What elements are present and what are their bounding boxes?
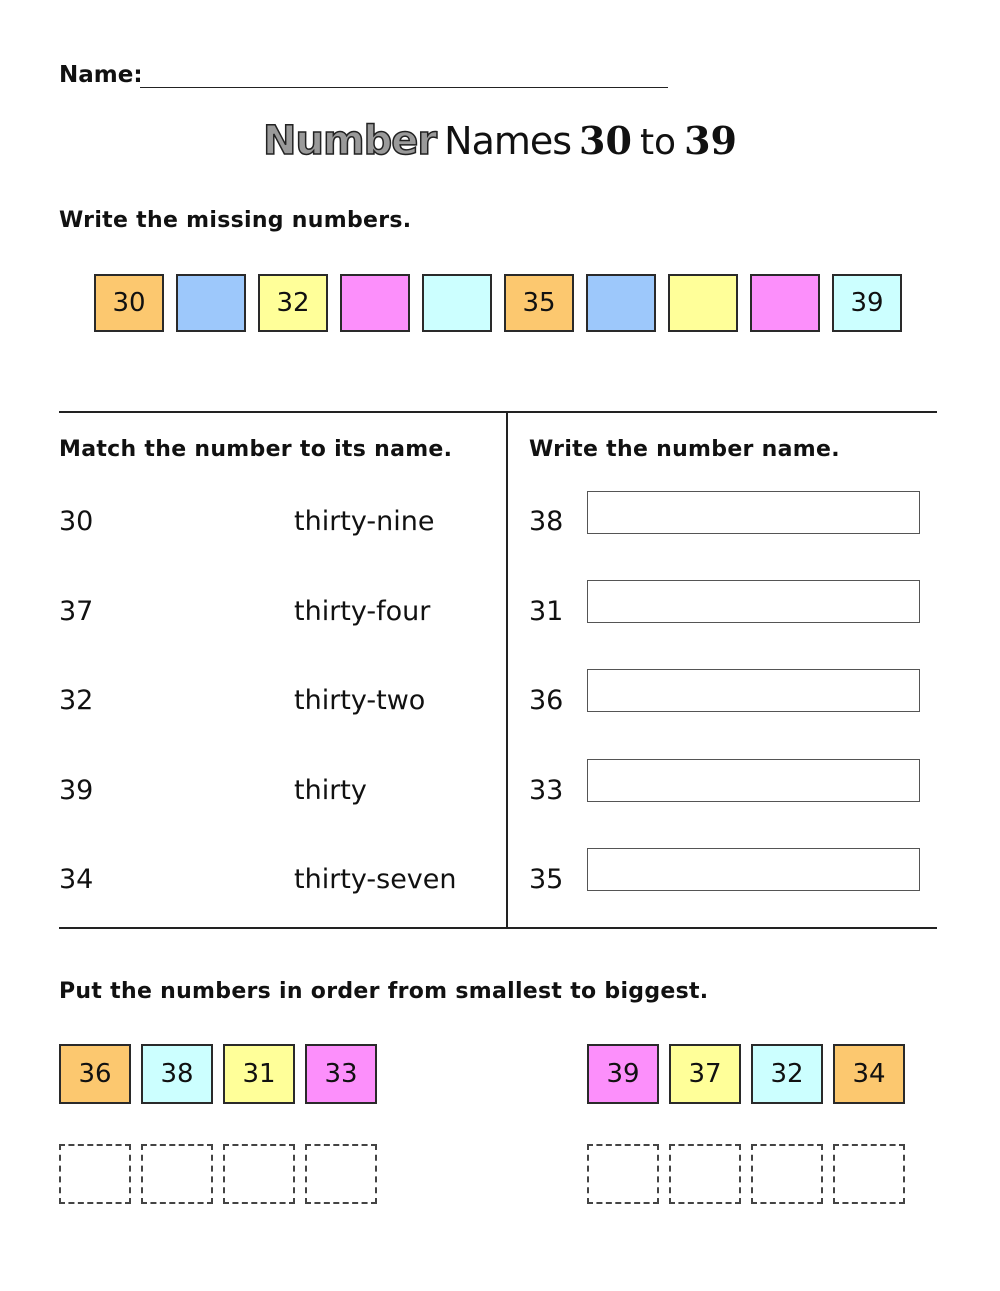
match-number[interactable]: 32 <box>59 685 94 716</box>
match-number[interactable]: 34 <box>59 864 94 895</box>
number-box-blank[interactable] <box>750 274 820 332</box>
match-number[interactable]: 37 <box>59 596 94 627</box>
number-box-blank[interactable] <box>586 274 656 332</box>
number-box-blank[interactable] <box>340 274 410 332</box>
order-answer-box[interactable] <box>223 1144 295 1204</box>
order-number-box: 38 <box>141 1044 213 1104</box>
number-box: 30 <box>94 274 164 332</box>
number-box-blank[interactable] <box>668 274 738 332</box>
write-name-instruction: Write the number name. <box>529 437 840 462</box>
missing-numbers-instruction: Write the missing numbers. <box>59 208 412 233</box>
write-name-number: 33 <box>529 775 564 806</box>
order-answer-box[interactable] <box>587 1144 659 1204</box>
write-name-number: 36 <box>529 685 564 716</box>
write-name-answer-box[interactable] <box>587 848 920 891</box>
page-title <box>0 118 1000 164</box>
order-number-box: 31 <box>223 1044 295 1104</box>
write-name-answer-box[interactable] <box>587 491 920 534</box>
write-name-number: 38 <box>529 506 564 537</box>
title-word-to: to <box>639 122 677 163</box>
write-name-answer-box[interactable] <box>587 580 920 623</box>
number-box-blank[interactable] <box>422 274 492 332</box>
write-name-number: 35 <box>529 864 564 895</box>
section-bottom-divider <box>59 927 937 929</box>
match-name[interactable]: thirty <box>294 775 367 806</box>
order-answer-box[interactable] <box>59 1144 131 1204</box>
order-answer-box[interactable] <box>305 1144 377 1204</box>
order-number-box: 34 <box>833 1044 905 1104</box>
match-name[interactable]: thirty-nine <box>294 506 435 537</box>
match-name[interactable]: thirty-four <box>294 596 431 627</box>
order-answer-box[interactable] <box>751 1144 823 1204</box>
title-num-start: 30 <box>579 118 632 163</box>
name-input-line[interactable] <box>140 87 668 88</box>
match-name[interactable]: thirty-seven <box>294 864 457 895</box>
order-answer-box[interactable] <box>669 1144 741 1204</box>
number-box: 32 <box>258 274 328 332</box>
order-number-box: 36 <box>59 1044 131 1104</box>
match-name[interactable]: thirty-two <box>294 685 426 716</box>
order-answer-box[interactable] <box>141 1144 213 1204</box>
order-number-box: 39 <box>587 1044 659 1104</box>
write-name-number: 31 <box>529 596 564 627</box>
name-label: Name: <box>59 62 143 88</box>
title-word-number: Number <box>263 118 437 164</box>
match-instruction: Match the number to its name. <box>59 437 453 462</box>
order-number-box: 32 <box>751 1044 823 1104</box>
number-box: 39 <box>832 274 902 332</box>
title-num-end: 39 <box>684 118 737 163</box>
number-box: 35 <box>504 274 574 332</box>
order-number-box: 33 <box>305 1044 377 1104</box>
title-word-names: Names <box>444 119 572 163</box>
section-top-divider <box>59 411 937 413</box>
write-name-answer-box[interactable] <box>587 759 920 802</box>
write-name-answer-box[interactable] <box>587 669 920 712</box>
order-instruction: Put the numbers in order from smallest to biggest. <box>59 979 709 1004</box>
order-number-box: 37 <box>669 1044 741 1104</box>
match-number[interactable]: 39 <box>59 775 94 806</box>
order-answer-box[interactable] <box>833 1144 905 1204</box>
match-number[interactable]: 30 <box>59 506 94 537</box>
section-column-divider <box>506 412 508 928</box>
number-box-blank[interactable] <box>176 274 246 332</box>
